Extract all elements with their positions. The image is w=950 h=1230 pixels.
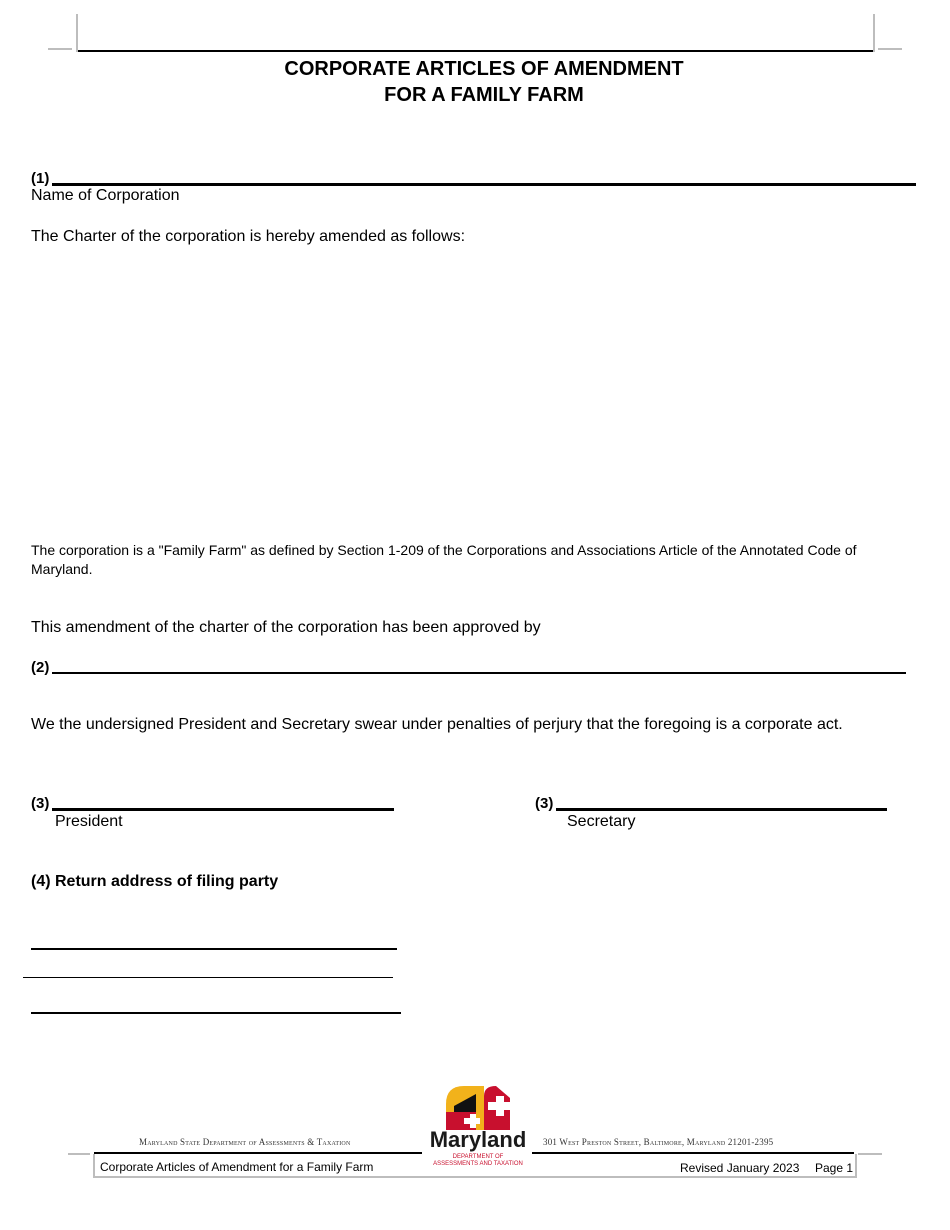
footer-box-left-edge <box>93 1154 95 1178</box>
return-address-line-3[interactable] <box>31 1012 401 1014</box>
footer-agency-name: Maryland State Department of Assessments & Taxation <box>139 1137 351 1147</box>
president-signature-line[interactable] <box>52 808 394 811</box>
charter-amended-text: The Charter of the corporation is hereby amended as follows: <box>31 228 466 245</box>
field-marker-3-president: (3) <box>31 795 50 812</box>
return-address-line-2[interactable] <box>23 977 393 978</box>
page-title-line-2: FOR A FAMILY FARM <box>384 84 584 106</box>
oath-statement: We the undersigned President and Secretary swear under penalties of perjury that the foregoing is a corporate act. <box>31 716 843 733</box>
page-title-line-1: CORPORATE ARTICLES OF AMENDMENT <box>284 58 684 80</box>
footer-crop-mark-left <box>68 1153 90 1155</box>
footer-box-bottom-edge <box>93 1176 857 1178</box>
footer-rule-right <box>532 1152 854 1154</box>
footer-revised-date: Revised January 2023 <box>680 1161 800 1175</box>
crop-mark-top-right <box>878 48 902 50</box>
maryland-flag-icon <box>424 1084 532 1132</box>
header-rule <box>78 50 873 52</box>
president-label: President <box>55 813 123 830</box>
footer-rule-left <box>94 1152 422 1154</box>
amendment-text-area[interactable] <box>31 255 916 530</box>
return-address-line-1[interactable] <box>31 948 397 950</box>
field-marker-3-secretary: (3) <box>535 795 554 812</box>
crop-mark-top-left <box>48 48 72 50</box>
approval-statement: This amendment of the charter of the corporation has been approved by <box>31 619 541 636</box>
logo-subtitle-2: ASSESSMENTS AND TAXATION <box>433 1161 523 1167</box>
family-farm-statement: The corporation is a "Family Farm" as defined by Section 1-209 of the Corporations and Associations Article of the Annotated Code of Maryland. <box>31 542 857 577</box>
crop-mark-top-right-vertical <box>873 14 875 52</box>
footer-page-number: Page 1 <box>815 1161 854 1175</box>
logo-wordmark: Maryland <box>429 1127 527 1152</box>
field-marker-1: (1) <box>31 170 50 187</box>
footer-form-name: Corporate Articles of Amendment for a Family Farm <box>100 1160 374 1174</box>
logo-subtitle-1: DEPARTMENT OF <box>452 1154 504 1160</box>
footer-address: 301 West Preston Street, Baltimore, Maryland 21201-2395 <box>543 1137 774 1147</box>
maryland-logo <box>424 1084 532 1174</box>
footer-box-right-edge <box>855 1154 857 1178</box>
secretary-signature-line[interactable] <box>556 808 887 811</box>
crop-mark-top-left-vertical <box>76 14 78 52</box>
corporation-name-label: Name of Corporation <box>31 187 180 204</box>
field-marker-2: (2) <box>31 659 50 676</box>
corporation-name-input-line[interactable] <box>52 183 916 186</box>
approved-by-input-line[interactable] <box>52 672 906 674</box>
secretary-label: Secretary <box>567 813 636 830</box>
footer-crop-mark-right <box>858 1153 882 1155</box>
return-address-heading: (4) Return address of filing party <box>31 873 279 890</box>
